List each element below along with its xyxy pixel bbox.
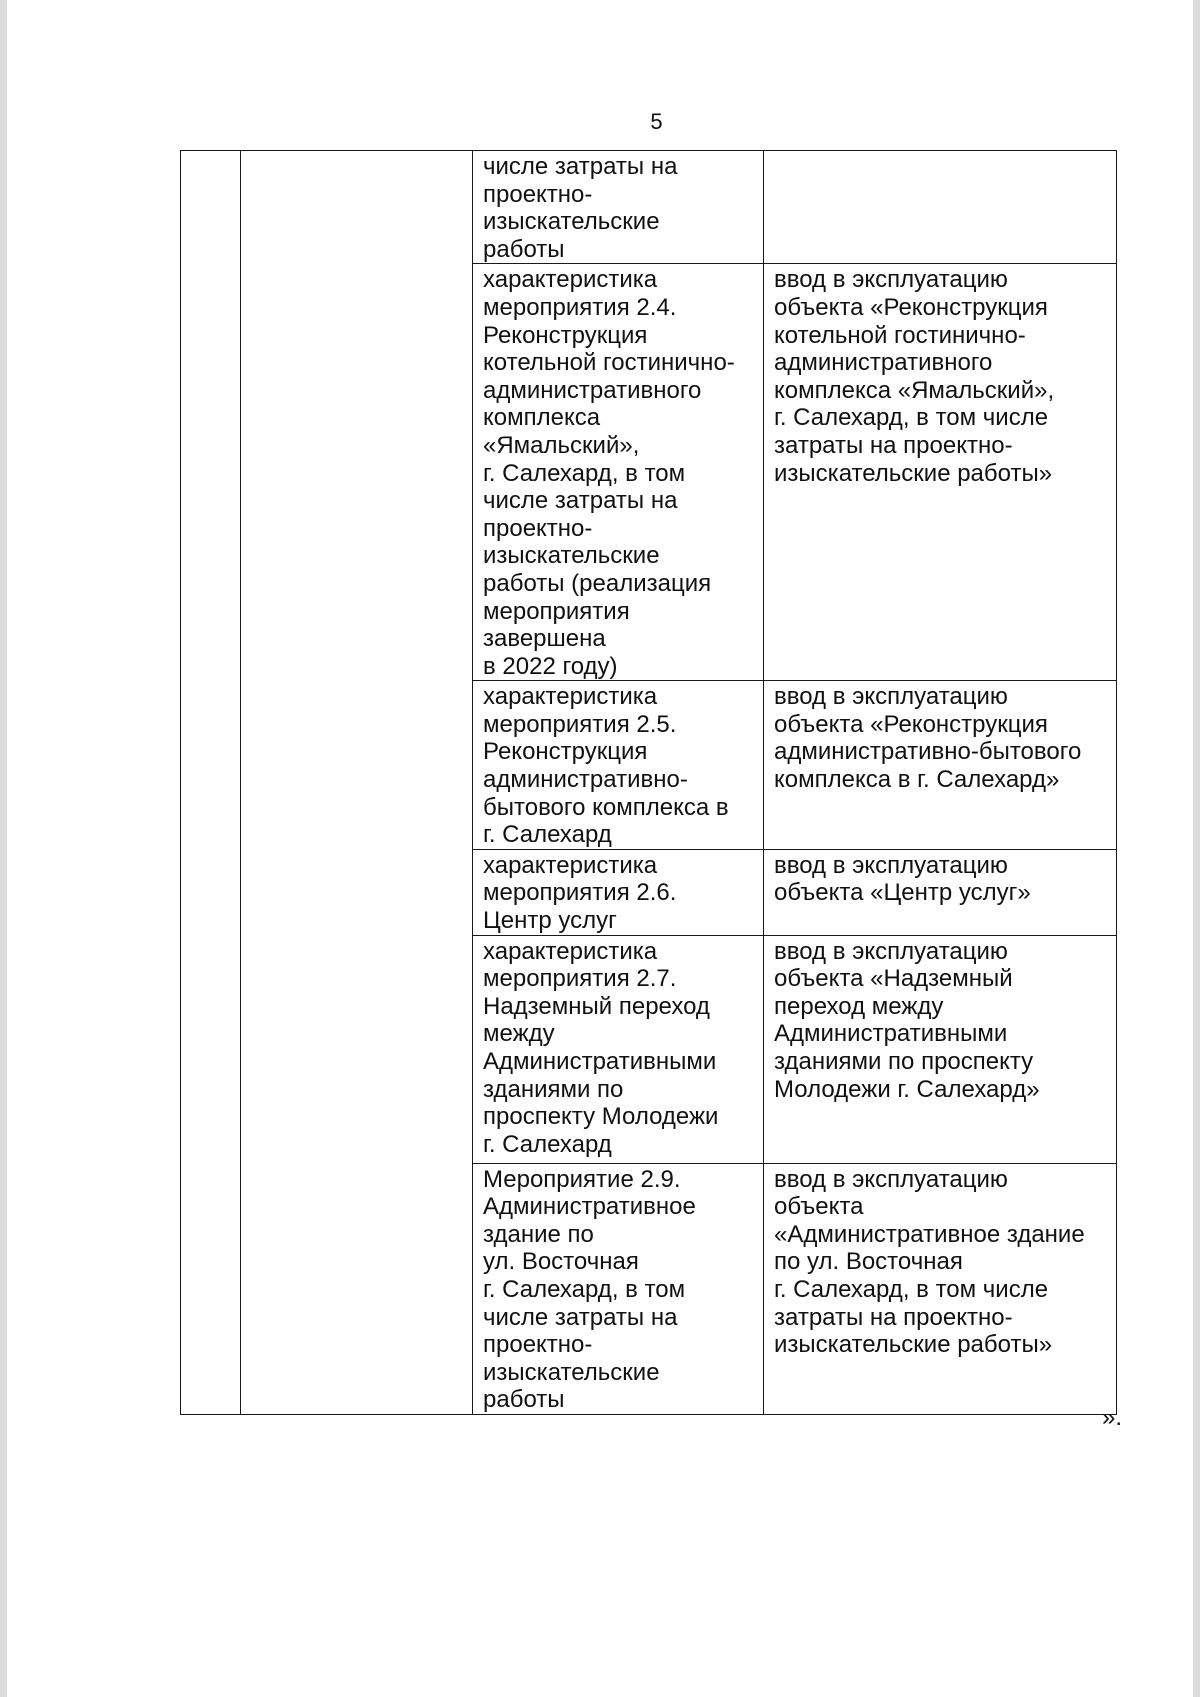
merged-cell-name [241, 151, 473, 1415]
result-cell [764, 151, 1117, 264]
result-cell: ввод в эксплуатацию объекта «Надземный переход между Административными зданиями по проспекту Молодежи г. Салехард» [764, 935, 1117, 1163]
characteristic-cell: характеристика мероприятия 2.4. Реконструкция котельной гостинично- административного комплекса «Ямальский», г. Салехард, в том числе затраты на проектно- изыскательские работы (реализация мероприятия завершена в 2022 году) [473, 264, 764, 681]
characteristic-cell: числе затраты на проектно- изыскательские работы [473, 151, 764, 264]
result-cell: ввод в эксплуатацию объекта «Центр услуг» [764, 849, 1117, 935]
table-row [181, 151, 1117, 264]
scan-edge-right [1193, 0, 1200, 1697]
characteristic-cell: характеристика мероприятия 2.6. Центр услуг [473, 849, 764, 935]
characteristic-cell: характеристика мероприятия 2.7. Надземный переход между Административными зданиями по проспекту Молодежи г. Салехард [473, 935, 764, 1163]
result-cell: ввод в эксплуатацию объекта «Административное здание по ул. Восточная г. Салехард, в том числе затраты на проектно- изыскательские работы» [764, 1163, 1117, 1414]
result-cell: ввод в эксплуатацию объекта «Реконструкция административно-бытового комплекса в г. Салехард» [764, 681, 1117, 850]
page-number: 5 [650, 109, 663, 134]
result-cell: ввод в эксплуатацию объекта «Реконструкция котельной гостинично- административного комплекса «Ямальский», г. Салехард, в том числе затраты на проектно- изыскательские работы» [764, 264, 1117, 681]
characteristic-cell: Мероприятие 2.9. Административное здание по ул. Восточная г. Салехард, в том числе затраты на проектно- изыскательские работы [473, 1163, 764, 1414]
program-table [180, 150, 1117, 1415]
characteristic-cell: характеристика мероприятия 2.5. Реконструкция административно- бытового комплекса в г. Салехард [473, 681, 764, 850]
scan-edge-left [0, 0, 7, 1697]
closing-quote: ». [1102, 1404, 1123, 1431]
merged-cell-number [181, 151, 241, 1415]
